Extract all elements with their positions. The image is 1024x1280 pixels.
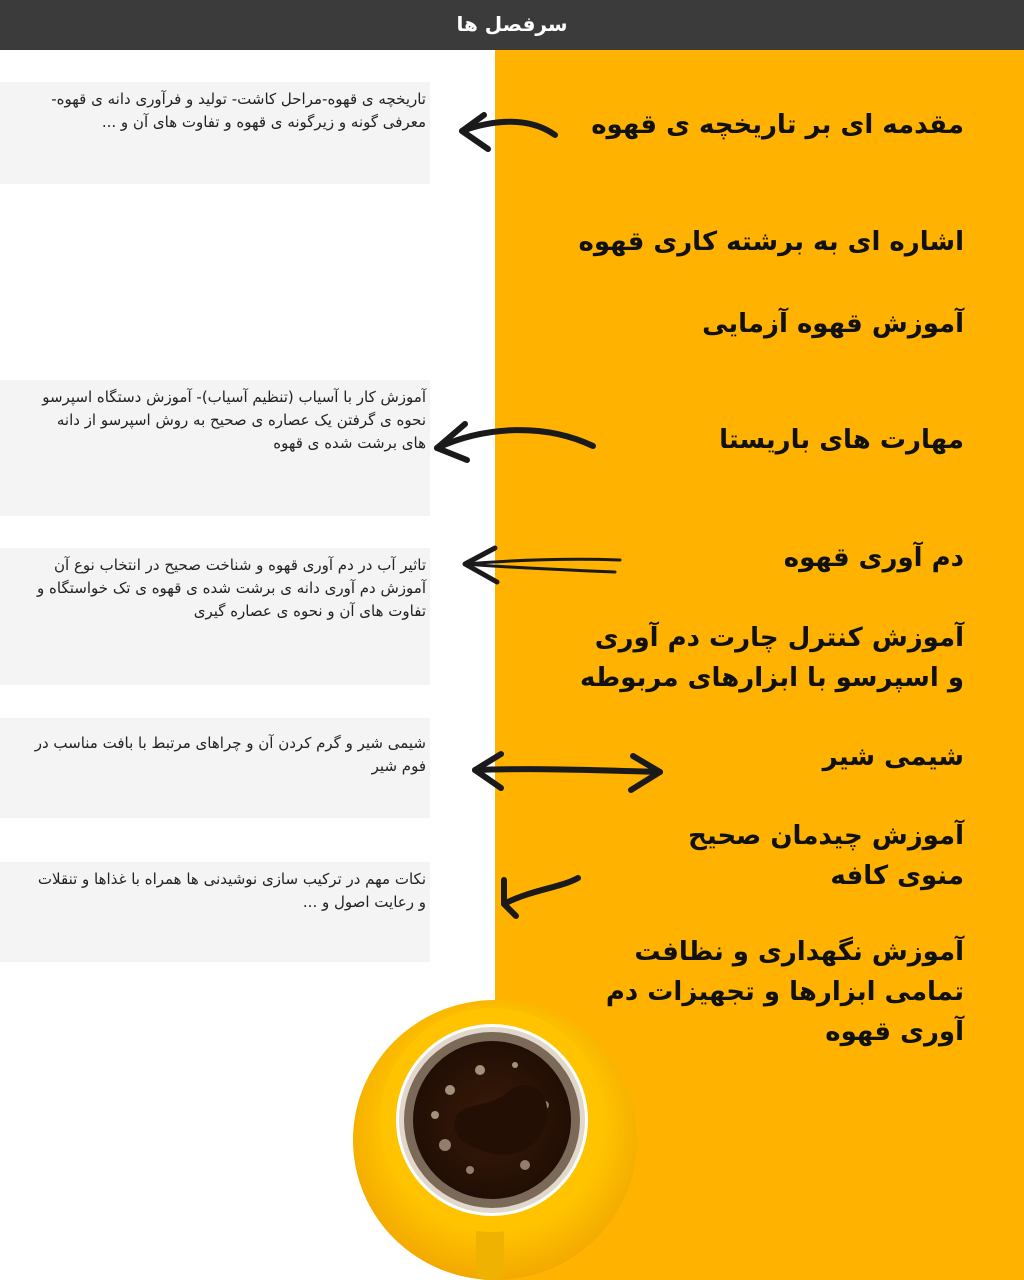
description-text: شیمی شیر و گرم کردن آن و چراهای مرتبط با بافت مناسب در فوم شیر [34,734,426,775]
topic-milk-chemistry: شیمی شیر [822,742,964,772]
description-box [0,718,430,818]
arrow-left-icon [450,105,560,155]
description-text: تاریخچه ی قهوه-مراحل کاشت- تولید و فرآوری دانه ی قهوه-معرفی گونه و زیرگونه ی قهوه و تفاوت های آن و ... [51,90,426,131]
description-box [0,862,430,962]
description-text: تاثیر آب در دم آوری قهوه و شناخت صحیح در انتخاب نوع آن آموزش دم آوری دانه ی برشت شده ی قهوه ی تک خواستگاه و تفاوت های آن و نحوه ی عصاره گیری [37,556,426,620]
topic-coffee-history: مقدمه ای بر تاریخچه ی قهوه [591,110,964,140]
topic-menu-design: آموزش چیدمان صحیح منوی کافه [688,821,964,891]
arrow-left-icon [425,418,600,468]
topic-brew-chart: آموزش کنترل چارت دم آوری و اسپرسو با ابزارهای مربوطه [580,623,964,693]
double-headed-arrow-icon [465,748,670,798]
curved-arrow-left-icon [490,868,585,923]
description-box [0,82,430,184]
topic-barista-skills: مهارت های باریستا [719,425,964,455]
description-text: نکات مهم در ترکیب سازی نوشیدنی ها همراه با غذاها و تنقلات و رعایت اصول و ... [37,870,426,911]
description-text: آموزش کار با آسیاب (تنظیم آسیاب)- آموزش دستگاه اسپرسو نحوه ی گرفتن یک عصاره ی صحیح به روش اسپرسو از دانه های برشت شده ی قهوه [42,388,426,452]
page-title: سرفصل ها [456,12,568,36]
description-box [0,548,430,685]
topic-brewing: دم آوری قهوه [783,543,964,573]
description-box [0,380,430,516]
double-arrow-left-icon [455,540,625,590]
header-bar [0,0,1024,50]
topic-maintenance: آموزش نگهداری و نظافت تمامی ابزارها و تجهیزات دم آوری قهوه [605,937,964,1047]
topic-cupping: آموزش قهوه آزمایی [702,309,964,339]
topic-roasting: اشاره ای به برشته کاری قهوه [578,227,964,257]
coffee-cup-illustration [340,995,650,1280]
